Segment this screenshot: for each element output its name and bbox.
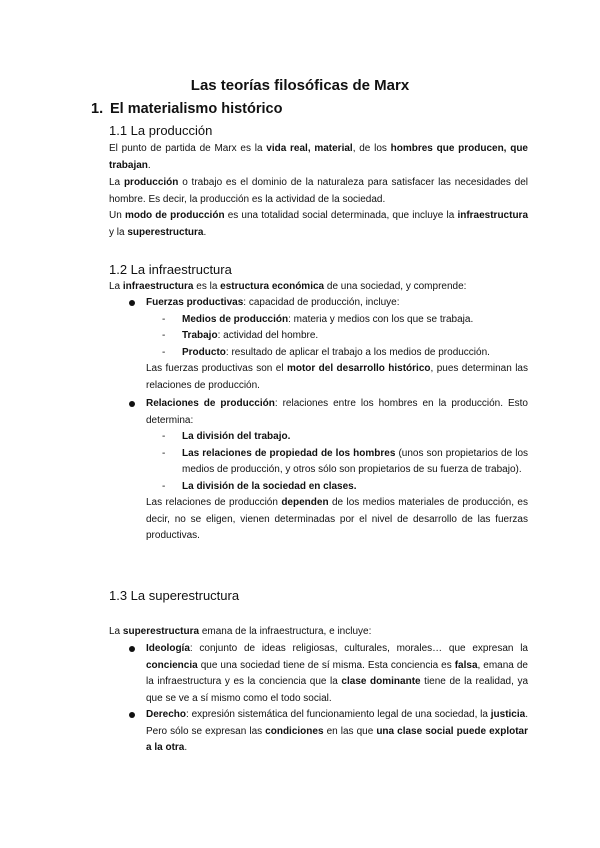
- bold-text: Producto: [182, 346, 226, 358]
- bold-text: producción: [123, 177, 179, 188]
- list-item-text: [182, 448, 528, 476]
- section-heading-materialismo: [91, 101, 282, 117]
- paragraph-motor-desarrollo: [109, 361, 528, 394]
- text-run: Las relaciones de producción: [146, 497, 282, 508]
- text-run: de una sociedad, y comprende:: [324, 281, 467, 292]
- paragraph-produccion: [109, 175, 528, 208]
- text-run: , pues determinan las relaciones de producción.: [146, 363, 528, 391]
- bullet-derecho: [109, 707, 528, 757]
- dash-icon: -: [162, 431, 166, 442]
- text-run: : conjunto de ideas religiosas, culturales, morales… que expresan la: [189, 643, 528, 654]
- bold-text: Medios de producción: [182, 313, 289, 325]
- bold-text: infraestructura: [457, 210, 529, 221]
- text-run: : materia y medios con los que se trabaja.: [288, 313, 474, 325]
- text-run: : relaciones entre los hombres en la producción. Esto determina:: [146, 398, 528, 426]
- text-run: (unos son propietarios de los medios de producción, y otros sólo son propietarios de su fuerza de trabajo).: [182, 447, 529, 475]
- fuerzas-productivas-list: [109, 312, 528, 362]
- text-run: El punto de partida de Marx es la: [109, 143, 267, 154]
- text-run: La: [109, 626, 123, 637]
- bold-text: dependen: [281, 497, 329, 508]
- bold-text: justicia: [490, 709, 526, 720]
- bold-text: clase dominante: [341, 676, 421, 687]
- bold-text: superestructura: [127, 226, 204, 238]
- text-run: tiene de la realidad, ya que se ve a sí mismo como el todo social.: [146, 676, 529, 704]
- infraestructura-bullets: [109, 295, 528, 545]
- relaciones-produccion-list: [109, 429, 528, 495]
- bullet-icon: [129, 712, 135, 718]
- bullet-text: [146, 643, 528, 704]
- text-run: : expresión sistemática del funcionamiento legal de una sociedad, la: [186, 709, 491, 720]
- list-item: [109, 429, 528, 446]
- bold-text: Derecho: [146, 709, 187, 720]
- bullet-ideologia: [109, 641, 528, 707]
- text-run: de los medios materiales de producción, es decir, no se eligen, vienen determinadas por el nivel de desarrollo de las fuerzas productivas.: [146, 497, 528, 541]
- bullet-icon: [129, 401, 135, 407]
- list-item-text: [182, 314, 473, 325]
- dash-icon: -: [162, 346, 166, 358]
- list-item-text: [182, 347, 490, 358]
- paragraph-modo-produccion: [109, 208, 528, 241]
- text-run: .: [184, 742, 188, 753]
- section-number: 1.: [91, 101, 104, 117]
- bold-text: falsa: [454, 659, 478, 671]
- bold-text: motor del desarrollo histórico: [286, 363, 431, 374]
- section-title: El materialismo histórico: [110, 101, 283, 117]
- bullet-text: [146, 709, 528, 753]
- bold-text: Las relaciones de propiedad de los hombres: [182, 447, 396, 459]
- text-run: es una totalidad social determinada, que incluye la: [224, 210, 458, 221]
- list-item-text: [182, 330, 318, 341]
- list-item: [109, 312, 528, 329]
- text-run: La: [109, 177, 124, 188]
- bullet-fuerzas-productivas: [109, 295, 528, 312]
- subsection-heading-infraestructura: 1.2 La infraestructura: [109, 262, 232, 277]
- document-title: Las teorías filosóficas de Marx: [190, 77, 410, 94]
- text-run: Un: [109, 210, 125, 221]
- bold-text: La división de la sociedad en clases.: [182, 480, 357, 492]
- bold-text: estructura económica: [220, 281, 325, 292]
- bold-text: Trabajo: [182, 330, 218, 341]
- text-run: La: [109, 281, 123, 292]
- dash-icon: -: [162, 313, 166, 325]
- text-run: .: [203, 226, 207, 238]
- text-run: es la: [193, 281, 221, 292]
- list-item-text: [182, 481, 357, 492]
- text-run: o trabajo es el dominio de la naturaleza para satisfacer las necesidades del hombre. Es decir, la producción es la actividad de la sociedad.: [109, 177, 528, 205]
- dash-icon: -: [162, 480, 166, 492]
- bold-text: condiciones: [265, 725, 324, 737]
- bullet-text: [146, 297, 399, 308]
- bold-text: Relaciones de producción: [146, 398, 275, 409]
- bullet-icon: [129, 300, 135, 306]
- bold-text: superestructura: [122, 626, 200, 637]
- dash-icon: -: [162, 447, 166, 459]
- list-item-text: [182, 431, 290, 442]
- text-run: emana de la infraestructura, e incluye:: [199, 626, 372, 637]
- bold-text: vida real, material: [266, 143, 353, 154]
- subsection-heading-superestructura: 1.3 La superestructura: [109, 588, 240, 603]
- paragraph-punto-de-partida: [109, 141, 528, 174]
- list-item: [109, 479, 528, 496]
- text-run: en las que: [323, 725, 377, 737]
- dash-icon: -: [162, 330, 166, 341]
- subsection-heading-produccion: 1.1 La producción: [109, 123, 213, 138]
- bold-text: modo de producción: [124, 210, 225, 221]
- bullet-relaciones-produccion: [109, 396, 528, 429]
- list-item: [109, 328, 528, 345]
- bold-text: infraestructura: [122, 281, 194, 292]
- bold-text: Ideología: [146, 643, 190, 654]
- bold-text: La división del trabajo.: [182, 431, 291, 442]
- superestructura-bullets: [109, 641, 528, 757]
- text-run: : actividad del hombre.: [217, 330, 319, 341]
- paragraph-infraestructura-intro: [109, 279, 528, 296]
- text-run: : capacidad de producción, incluye:: [243, 297, 400, 308]
- paragraph-superestructura-intro: [109, 624, 528, 641]
- text-run: y la: [109, 226, 128, 238]
- list-item: [109, 345, 528, 362]
- text-run: , emana de la infraestructura y es la conciencia que la: [146, 659, 528, 687]
- text-run: : resultado de aplicar el trabajo a los medios de producción.: [225, 346, 490, 358]
- bold-text: conciencia: [146, 659, 198, 671]
- paragraph-dependen: [109, 495, 528, 545]
- text-run: que una sociedad tiene de sí misma. Esta conciencia es: [197, 659, 455, 671]
- list-item: [109, 446, 528, 479]
- bullet-icon: [129, 646, 135, 652]
- text-run: , de los: [352, 143, 391, 154]
- bold-text: Fuerzas productivas: [146, 297, 244, 308]
- text-run: .: [147, 159, 151, 171]
- bold-text: una clase social puede explotar a la otra: [146, 725, 528, 753]
- bold-text: hombres que producen, que trabajan: [109, 143, 528, 171]
- text-run: Las fuerzas productivas son el: [146, 363, 287, 374]
- bullet-text: [146, 398, 528, 426]
- text-run: . Pero sólo se expresan las: [146, 709, 528, 737]
